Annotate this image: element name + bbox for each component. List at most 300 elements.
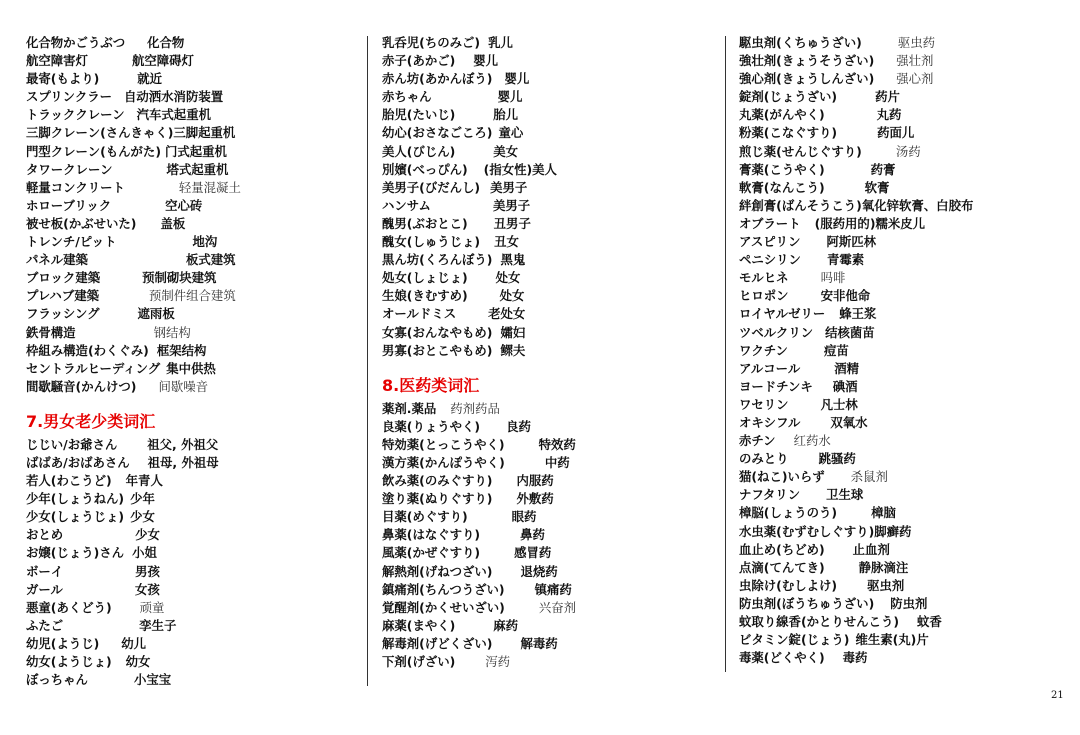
- chinese-translation: 祖母, 外祖母: [147, 454, 219, 470]
- chinese-translation: 框架结构: [156, 342, 207, 358]
- japanese-term: 水虫薬(むずむしぐすり): [739, 523, 875, 539]
- chinese-translation: 少年: [130, 491, 155, 507]
- japanese-term: 悪童(あくどう): [26, 599, 112, 615]
- chinese-translation: 软膏: [864, 179, 890, 195]
- vocab-entry: [382, 143, 702, 161]
- section-heading: 7.男女老少类词汇: [26, 411, 156, 431]
- vocab-entry: [382, 70, 702, 88]
- japanese-term: 男寡(おとこやもめ): [382, 342, 493, 358]
- section-spacer: [26, 396, 346, 408]
- chinese-translation: 解毒药: [520, 635, 558, 651]
- japanese-term: 防虫剤(ぼうちゅうざい): [739, 595, 875, 611]
- vocab-entry: [382, 287, 702, 305]
- chinese-translation: 脚癣药: [874, 523, 912, 539]
- japanese-term: 駆虫剤(くちゅうざい): [739, 35, 862, 50]
- chinese-translation: 门式起重机: [164, 143, 227, 159]
- chinese-translation: 预制砌块建筑: [142, 270, 217, 286]
- chinese-translation: 塔式起重机: [166, 161, 229, 177]
- vocab-entry: [26, 251, 346, 269]
- vocab-entry: [739, 396, 1059, 414]
- chinese-translation: 鳏夫: [500, 342, 526, 358]
- vocab-entry: [382, 52, 702, 70]
- chinese-translation: 氧化锌软膏、白胶布: [861, 197, 974, 213]
- vocab-entry: [382, 233, 702, 251]
- japanese-term: タワークレーン: [26, 161, 113, 177]
- chinese-translation: 自动洒水消防装置: [124, 89, 224, 105]
- chinese-translation: 预制件组合建筑: [148, 288, 236, 304]
- chinese-translation: 维生素(丸)片: [855, 632, 929, 648]
- chinese-translation: 蚊香: [917, 614, 942, 629]
- vocab-entry: [26, 378, 346, 396]
- japanese-term: 飲み薬(のみぐすり): [382, 473, 493, 489]
- vocab-entry: [26, 454, 346, 472]
- chinese-translation: 乳儿: [488, 35, 513, 50]
- japanese-term: 最寄(もより): [26, 71, 100, 87]
- japanese-term: 鎮痛剤(ちんつうざい): [382, 581, 505, 597]
- vocab-entry: [382, 106, 702, 124]
- vocab-entry: [739, 269, 1059, 287]
- japanese-term: ワクチン: [739, 342, 788, 358]
- vocab-entry: [26, 472, 346, 490]
- japanese-term: 下剤(げざい): [382, 654, 456, 669]
- japanese-term: 点滴(てんてき): [739, 559, 825, 575]
- vocab-entry: [26, 544, 346, 562]
- vocab-entry: [382, 526, 702, 544]
- chinese-translation: 内服药: [516, 473, 554, 489]
- chinese-translation: 美男子: [492, 197, 531, 213]
- japanese-term: フラッシング: [26, 306, 100, 322]
- japanese-term: ペニシリン: [739, 252, 801, 268]
- japanese-term: ビタミン錠(じょう): [739, 632, 850, 648]
- chinese-translation: 顽童: [139, 599, 165, 615]
- chinese-translation: 结核菌苗: [825, 324, 875, 340]
- vocab-entry: [382, 635, 702, 653]
- vocab-entry: [739, 613, 1059, 631]
- vocab-entry: [26, 161, 346, 179]
- japanese-term: 化合物かごうぶつ: [26, 35, 126, 50]
- japanese-term: 良薬(りょうやく): [382, 418, 481, 434]
- vocab-entry: [382, 215, 702, 233]
- vocab-entry: [739, 215, 1059, 233]
- vocab-entry: [739, 52, 1059, 70]
- japanese-term: ボーイ: [26, 563, 64, 579]
- chinese-translation: 美女: [493, 143, 519, 159]
- vocab-entry: [739, 378, 1059, 396]
- vocab-entry: [739, 631, 1059, 649]
- chinese-translation: 航空障碍灯: [131, 53, 194, 69]
- vocab-entry: [739, 577, 1059, 595]
- chinese-translation: 地沟: [192, 234, 218, 250]
- column-divider: [367, 36, 368, 686]
- vocab-entry: [26, 34, 346, 52]
- vocab-entry: [26, 70, 346, 88]
- vocab-entry: [26, 197, 346, 215]
- vocab-entry: [739, 233, 1059, 251]
- japanese-term: 間歇騒音(かんけつ): [26, 378, 137, 394]
- chinese-translation: 强壮剂: [896, 53, 934, 69]
- japanese-term: オブラート: [739, 215, 801, 231]
- vocab-entry: [382, 508, 702, 526]
- japanese-term: 麻薬(まやく): [382, 617, 456, 633]
- japanese-term: ヨードチンキ: [739, 378, 813, 394]
- japanese-term: 醜女(しゅうじょ): [382, 234, 481, 250]
- chinese-translation: 汤药: [895, 143, 921, 159]
- section-heading: 8.医药类词汇: [382, 375, 480, 395]
- japanese-term: ナフタリン: [739, 487, 801, 503]
- vocab-entry: [382, 251, 702, 269]
- vocab-entry: [739, 504, 1059, 522]
- japanese-term: 赤子(あかご): [382, 53, 456, 69]
- japanese-term: 美人(びじん): [382, 143, 456, 159]
- chinese-translation: 处女: [495, 270, 521, 286]
- chinese-translation: 酒精: [834, 360, 859, 376]
- japanese-term: 毒薬(どくやく): [739, 650, 825, 666]
- chinese-translation: 汽车式起重机: [136, 107, 211, 123]
- japanese-term: 漢方薬(かんぽうやく): [382, 454, 505, 470]
- vocab-entry: [382, 653, 702, 671]
- japanese-term: 生娘(きむすめ): [382, 288, 468, 304]
- chinese-translation: 幼儿: [121, 635, 147, 651]
- chinese-translation: 幼女: [125, 654, 151, 669]
- japanese-term: 虫除け(むしよけ): [739, 577, 838, 593]
- vocab-entry: [26, 508, 346, 526]
- vocab-entry: [739, 161, 1059, 179]
- japanese-term: 解熱剤(げねつざい): [382, 563, 493, 579]
- japanese-term: 軽量コンクリート: [26, 179, 125, 195]
- chinese-translation: 孀妇: [500, 324, 526, 340]
- chinese-translation: 婴儿: [473, 53, 499, 69]
- chinese-translation: 药片: [875, 89, 900, 105]
- japanese-term: セントラルヒーディング: [26, 360, 161, 376]
- vocab-entry: [26, 563, 346, 581]
- japanese-term: じじい/お爺さん: [26, 436, 118, 452]
- vocab-entry: [26, 436, 346, 454]
- vocab-entry: [26, 324, 346, 342]
- chinese-translation: 三脚起重机: [173, 125, 236, 141]
- vocab-entry: [382, 563, 702, 581]
- vocab-entry: [26, 88, 346, 106]
- chinese-translation: 处女: [499, 288, 525, 304]
- chinese-translation: 女孩: [134, 581, 160, 597]
- chinese-translation: 兴奋剂: [538, 599, 577, 615]
- chinese-translation: 孪生子: [139, 617, 177, 633]
- japanese-term: 膏薬(こうやく): [739, 161, 825, 177]
- japanese-term: 醜男(ぶおとこ): [382, 215, 468, 231]
- japanese-term: お嬢(じょう)さん: [26, 545, 125, 561]
- japanese-term: ぼっちゃん: [26, 672, 88, 688]
- chinese-translation: 化合物: [147, 35, 185, 50]
- chinese-translation: 止血剂: [852, 541, 890, 557]
- japanese-term: 女寡(おんなやもめ): [382, 324, 493, 340]
- chinese-translation: 黑鬼: [500, 252, 526, 268]
- chinese-translation: 感冒药: [514, 545, 552, 561]
- vocab-entry: [26, 52, 346, 70]
- chinese-translation: 鼻药: [520, 527, 545, 543]
- chinese-translation: 婴儿: [504, 71, 530, 87]
- vocab-entry: [382, 124, 702, 142]
- japanese-term: 若人(わこうど): [26, 473, 112, 489]
- vocab-entry: [739, 124, 1059, 142]
- chinese-translation: 祖父, 外祖父: [147, 436, 219, 452]
- vocab-entry: [739, 88, 1059, 106]
- chinese-translation: 童心: [498, 125, 524, 141]
- vocab-entry: [26, 124, 346, 142]
- vocab-entry: [739, 287, 1059, 305]
- vocab-entry: [739, 34, 1059, 52]
- vocab-entry: [382, 88, 702, 106]
- chinese-translation: 吗啡: [820, 270, 846, 286]
- japanese-term: ヒロポン: [739, 288, 789, 304]
- chinese-translation: 丸药: [876, 107, 902, 123]
- japanese-term: オールドミス: [382, 306, 457, 322]
- chinese-translation: 丑女: [494, 234, 519, 250]
- vocab-entry: [382, 400, 702, 418]
- chinese-translation: 钢结构: [153, 324, 191, 340]
- chinese-translation: 中药: [544, 454, 570, 470]
- chinese-translation: 卫生球: [826, 487, 864, 503]
- chinese-translation: 药面儿: [877, 125, 915, 141]
- japanese-term: 幼心(おさなごころ): [382, 125, 493, 141]
- chinese-translation: 青霉素: [826, 252, 865, 268]
- vocab-entry: [382, 324, 702, 342]
- japanese-term: 軟膏(なんこう): [739, 179, 825, 195]
- chinese-translation: 杀鼠剂: [850, 469, 888, 485]
- page-number: 21: [1051, 690, 1064, 701]
- vocab-entry: [26, 671, 346, 689]
- vocab-entry: [382, 197, 702, 215]
- chinese-translation: 强心剂: [896, 71, 934, 87]
- japanese-term: アルコール: [739, 360, 801, 376]
- vocab-entry: [26, 233, 346, 251]
- japanese-term: パネル建築: [26, 252, 88, 268]
- japanese-term: 赤チン: [739, 433, 776, 449]
- chinese-translation: 就近: [137, 71, 163, 87]
- vocab-entry: [382, 179, 702, 197]
- vocab-entry: [26, 617, 346, 635]
- vocab-entry: [739, 342, 1059, 360]
- chinese-translation: 板式建筑: [185, 252, 236, 268]
- chinese-translation: 红药水: [793, 433, 831, 449]
- vocab-entry: [382, 418, 702, 436]
- vocab-entry: [739, 305, 1059, 323]
- vocab-entry: [739, 106, 1059, 124]
- chinese-translation: 痘苗: [823, 342, 849, 358]
- vocab-entry: [382, 269, 702, 287]
- japanese-term: 赤ちゃん: [382, 89, 432, 105]
- japanese-term: 被せ板(かぶせいた): [26, 215, 137, 231]
- japanese-term: 少女(しょうじょ): [26, 509, 125, 525]
- vocab-entry: [26, 287, 346, 305]
- vocab-entry: [382, 581, 702, 599]
- vocab-entry: [739, 468, 1059, 486]
- chinese-translation: 退烧药: [520, 563, 558, 579]
- chinese-translation: 安非他命: [820, 288, 871, 304]
- column-3: [739, 34, 1059, 667]
- japanese-term: 美男子(びだんし): [382, 179, 481, 195]
- japanese-term: 蚊取り線香(かとりせんこう): [739, 614, 900, 629]
- japanese-term: 鼻薬(はなぐすり): [382, 527, 481, 543]
- japanese-term: 枠組み構造(わくぐみ): [26, 342, 149, 358]
- chinese-translation: 盖板: [160, 215, 186, 231]
- chinese-translation: 小姐: [132, 545, 157, 561]
- chinese-translation: 药剂药品: [450, 400, 500, 416]
- japanese-term: 風薬(かぜぐすり): [382, 545, 481, 561]
- chinese-translation: 外敷药: [516, 491, 554, 507]
- japanese-term: 覚醒剤(かくせいざい): [382, 599, 505, 615]
- japanese-term: 処女(しょじょ): [382, 270, 468, 286]
- vocab-entry: [26, 106, 346, 124]
- japanese-term: 煎じ薬(せんじぐすり): [739, 143, 862, 159]
- japanese-term: 強心剤(きょうしんざい): [739, 71, 875, 87]
- chinese-translation: 年青人: [125, 473, 163, 489]
- vocab-entry: [382, 599, 702, 617]
- vocab-entry: [739, 414, 1059, 432]
- vocab-entry: [26, 269, 346, 287]
- japanese-term: ロイヤルゼリー: [739, 306, 826, 322]
- japanese-term: 三脚クレーン(さんきゃく): [26, 125, 174, 141]
- vocab-entry: [382, 161, 702, 179]
- japanese-term: 胎児(たいじ): [382, 107, 456, 123]
- vocab-entry: [739, 595, 1059, 613]
- vocab-entry: [382, 34, 702, 52]
- vocab-entry: [26, 653, 346, 671]
- vocab-entry: [382, 617, 702, 635]
- chinese-translation: 空心砖: [165, 197, 203, 213]
- chinese-translation: 良药: [506, 418, 531, 434]
- chinese-translation: 男孩: [135, 563, 160, 579]
- chinese-translation: 丑男子: [493, 215, 531, 231]
- vocab-entry: [739, 649, 1059, 667]
- vocab-entry: [739, 324, 1059, 342]
- chinese-translation: 老处女: [488, 306, 526, 322]
- chinese-translation: 镇痛药: [534, 581, 572, 597]
- chinese-translation: 少女: [130, 509, 155, 525]
- japanese-term: 黒ん坊(くろんぼう): [382, 252, 493, 268]
- chinese-translation: 药膏: [870, 161, 896, 177]
- chinese-translation: 遮雨板: [137, 306, 175, 322]
- japanese-term: プレハブ建築: [26, 288, 99, 304]
- vocab-entry: [26, 360, 346, 378]
- chinese-translation: 眼药: [511, 509, 537, 525]
- chinese-translation: (服药用的)糯米皮儿: [814, 215, 926, 231]
- japanese-term: トラッククレーン: [26, 107, 125, 123]
- chinese-translation: 防虫剂: [890, 595, 928, 611]
- chinese-translation: 小宝宝: [133, 672, 172, 688]
- japanese-term: 航空障害灯: [26, 53, 88, 69]
- japanese-term: 薬剤.薬品: [382, 400, 437, 416]
- japanese-term: トレンチ/ピット: [26, 234, 117, 250]
- chinese-translation: 静脉滴注: [858, 559, 909, 575]
- vocab-entry: [382, 305, 702, 323]
- vocab-entry: [739, 559, 1059, 577]
- japanese-term: 赤ん坊(あかんぼう): [382, 71, 493, 87]
- chinese-translation: 泻药: [485, 654, 511, 669]
- japanese-term: 門型クレーン(もんがた): [26, 143, 161, 159]
- japanese-term: 猫(ねこ)いらず: [739, 469, 825, 485]
- chinese-translation: 胎儿: [493, 107, 519, 123]
- japanese-term: 鉄骨構造: [26, 324, 76, 340]
- section-spacer: [382, 360, 702, 372]
- japanese-term: 別嬪(べっぴん): [382, 161, 468, 177]
- chinese-translation: 少女: [135, 527, 160, 543]
- vocab-entry: [26, 599, 346, 617]
- vocab-entry: [739, 432, 1059, 450]
- japanese-term: 丸薬(がんやく): [739, 107, 825, 123]
- japanese-term: ブロック建築: [26, 270, 101, 286]
- vocab-entry: [26, 215, 346, 233]
- chinese-translation: 麻药: [493, 617, 519, 633]
- column-divider: [725, 36, 726, 672]
- vocab-entry: [739, 251, 1059, 269]
- japanese-term: 強壮剤(きょうそうざい): [739, 53, 875, 69]
- vocab-entry: [26, 342, 346, 360]
- chinese-translation: 美男子: [490, 179, 528, 195]
- japanese-term: おとめ: [26, 527, 64, 543]
- vocab-entry: [26, 143, 346, 161]
- japanese-term: ガール: [26, 581, 63, 597]
- japanese-term: 幼児(ようじ): [26, 635, 100, 651]
- vocab-entry: [26, 490, 346, 508]
- column-2: [382, 34, 702, 671]
- vocab-entry: [26, 305, 346, 323]
- chinese-translation: 间歇噪音: [158, 378, 209, 394]
- vocab-entry: [739, 179, 1059, 197]
- chinese-translation: 跳骚药: [818, 451, 856, 467]
- vocab-entry: [26, 581, 346, 599]
- japanese-term: ばばあ/おばあさん: [26, 454, 130, 470]
- vocab-entry: [382, 472, 702, 490]
- japanese-term: 解毒剤(げどくざい): [382, 635, 493, 651]
- chinese-translation: 特效药: [538, 436, 576, 452]
- japanese-term: 乳呑児(ちのみご): [382, 35, 481, 50]
- vocab-entry: [739, 70, 1059, 88]
- japanese-term: スプリンクラー: [26, 89, 112, 105]
- japanese-term: ワセリン: [739, 396, 789, 412]
- japanese-term: 塗り薬(ぬりぐすり): [382, 491, 493, 507]
- chinese-translation: 凡士林: [820, 396, 858, 412]
- japanese-term: 樟脳(しょうのう): [739, 505, 838, 521]
- chinese-translation: 轻量混凝土: [178, 179, 241, 195]
- japanese-term: 絆創膏(ばんそうこう): [739, 197, 862, 213]
- vocab-entry: [26, 179, 346, 197]
- japanese-term: オキシフル: [739, 414, 801, 430]
- vocab-entry: [382, 490, 702, 508]
- vocab-entry: [739, 143, 1059, 161]
- japanese-term: モルヒネ: [739, 270, 789, 286]
- japanese-term: アスピリン: [739, 234, 801, 250]
- vocab-entry: [382, 454, 702, 472]
- vocab-entry: [26, 526, 346, 544]
- chinese-translation: (指女性)美人: [483, 161, 557, 177]
- vocab-entry: [739, 541, 1059, 559]
- vocab-entry: [739, 523, 1059, 541]
- vocab-entry: [739, 360, 1059, 378]
- chinese-translation: 阿斯匹林: [826, 234, 877, 250]
- chinese-translation: 驱虫剂: [867, 577, 905, 593]
- vocab-entry: [739, 197, 1059, 215]
- column-1: [26, 34, 346, 689]
- chinese-translation: 碘酒: [832, 378, 858, 394]
- chinese-translation: 蜂王浆: [839, 306, 877, 322]
- chinese-translation: 集中供热: [166, 360, 216, 376]
- japanese-term: 特効薬(とっこうやく): [382, 436, 505, 452]
- chinese-translation: 毒药: [842, 650, 868, 666]
- vocab-entry: [382, 342, 702, 360]
- japanese-term: 目薬(めぐすり): [382, 509, 468, 525]
- vocab-entry: [26, 635, 346, 653]
- japanese-term: 粉薬(こなぐすり): [739, 125, 838, 141]
- vocab-entry: [739, 450, 1059, 468]
